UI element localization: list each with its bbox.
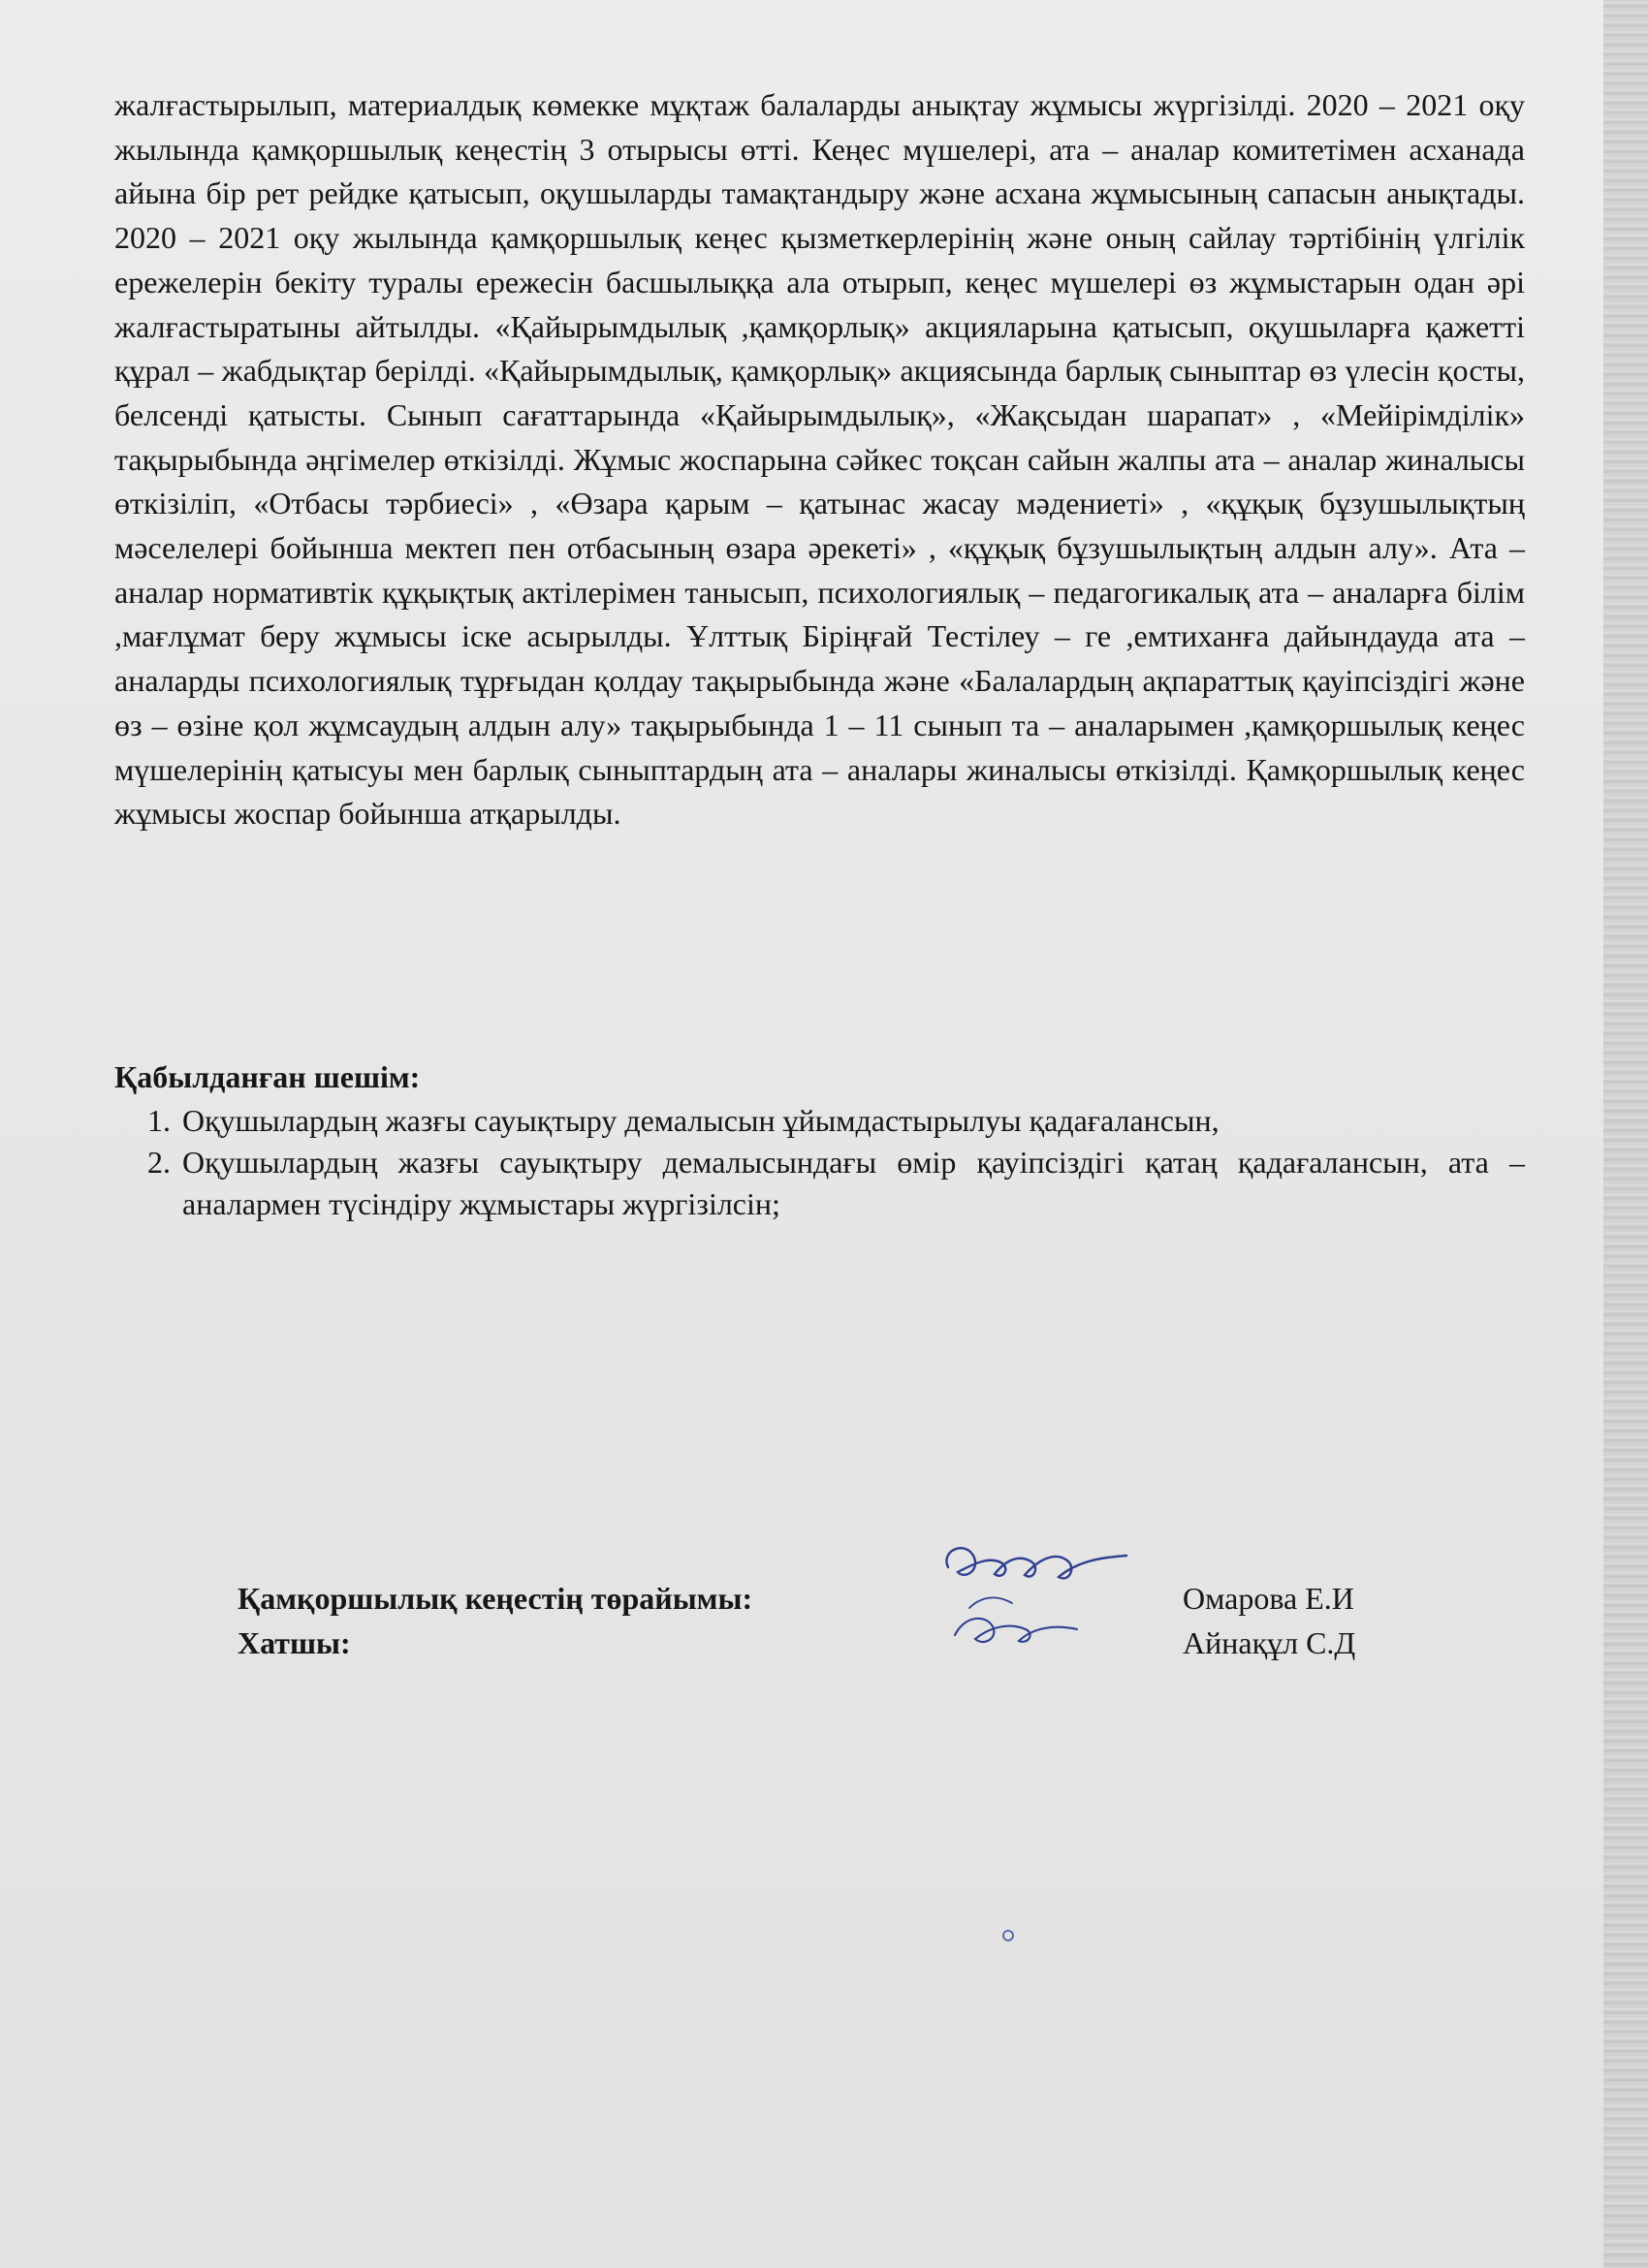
signature-row-chair xyxy=(238,1577,1401,1622)
main-paragraph-block xyxy=(114,83,1525,836)
secretary-role: Хатшы: xyxy=(238,1625,351,1660)
signature-row-secretary xyxy=(238,1622,1401,1666)
scan-edge-shadow xyxy=(1603,0,1648,2268)
chair-name: Омарова Е.И xyxy=(1183,1581,1354,1616)
main-paragraph: жалғастырылып, материалдық көмекке мұқтаж балаларды анықтау жұмысы жүргізілді. 2020 – 2021 оқу жылында қамқоршылық кеңестің 3 отырысы өтті. Кеңес мүшелері, ата – аналар комитетімен асханада айына бір рет рейдке қатысып, оқушыларды тамақтандыру және асхана жұмысының сапасын анықтады. 2020 – 2021 оқу жылында қамқоршылық кеңес қызметкерлерінің және оның сайлау тәртібінің үлгілік ережелерін бекіту туралы ережесін басшылыққа ала отырып, кеңес мүшелері өз жұмыстарын одан әрі жалғастыратыны айтылды. «Қайырымдылық ,қамқорлық» акцияларына қатысып, оқушыларға қажетті құрал – жабдықтар берілді. «Қайырымдылық, қамқорлық» акциясында барлық сыныптар өз үлесін қосты, белсенді қатысты. Сынып сағаттарында «Қайырымдылық», «Жақсыдан шарапат» , «Мейірімділік» тақырыбында әңгімелер өткізілді. Жұмыс жоспарына сәйкес тоқсан сайын жалпы ата – аналар жиналысы өткізіліп, «Отбасы тәрбиесі» , «Өзара қарым – қатынас жасау мәдениеті» , «құқық бұзушылықтың мәселелері бойынша мектеп пен отбасының өзара әрекеті» , «құқық бұзушылықтың алдын алу». Ата – аналар нормативтік құқықтық актілерімен танысып, психологиялық – педагогикалық ата – аналарға білім ,мағлұмат беру жұмысы іске асырылды. Ұлттық Біріңғай Тестілеу – ге ,емтиханға дайындауда ата – аналарды психологиялық тұрғыдан қолдау тақырыбында және «Балалардың ақпараттық қауіпсіздігі және өз – өзіне қол жұмсаудың алдын алу» тақырыбында 1 – 11 сынып та – аналарымен ,қамқоршылық кеңес мүшелерінің қатысуы мен барлық сыныптардың ата – аналары жиналысы өткізілді. Қамқоршылық кеңес жұмысы жоспар бойынша атқарылды. xyxy=(114,87,1525,832)
chair-role: Қамқоршылық кеңестің төрайымы: xyxy=(238,1581,753,1616)
decision-heading: Қабылданған шешім: xyxy=(114,1059,421,1094)
signature-block xyxy=(238,1577,1401,1666)
decision-section xyxy=(114,1056,1525,1225)
secretary-name: Айнақұл С.Д xyxy=(1183,1625,1356,1660)
decision-item: 1. Оқушылардың жазғы сауықтыру демалысын ұйымдастырылуы қадағалансын, xyxy=(178,1100,1525,1142)
ink-dot xyxy=(1002,1930,1014,1941)
decision-list xyxy=(114,1100,1525,1225)
decision-item: 2. Оқушылардың жазғы сауықтыру демалысындағы өмір қауіпсіздігі қатаң қадағалансын, ата – аналармен түсіндіру жұмыстары жүргізілсін; xyxy=(178,1142,1525,1225)
